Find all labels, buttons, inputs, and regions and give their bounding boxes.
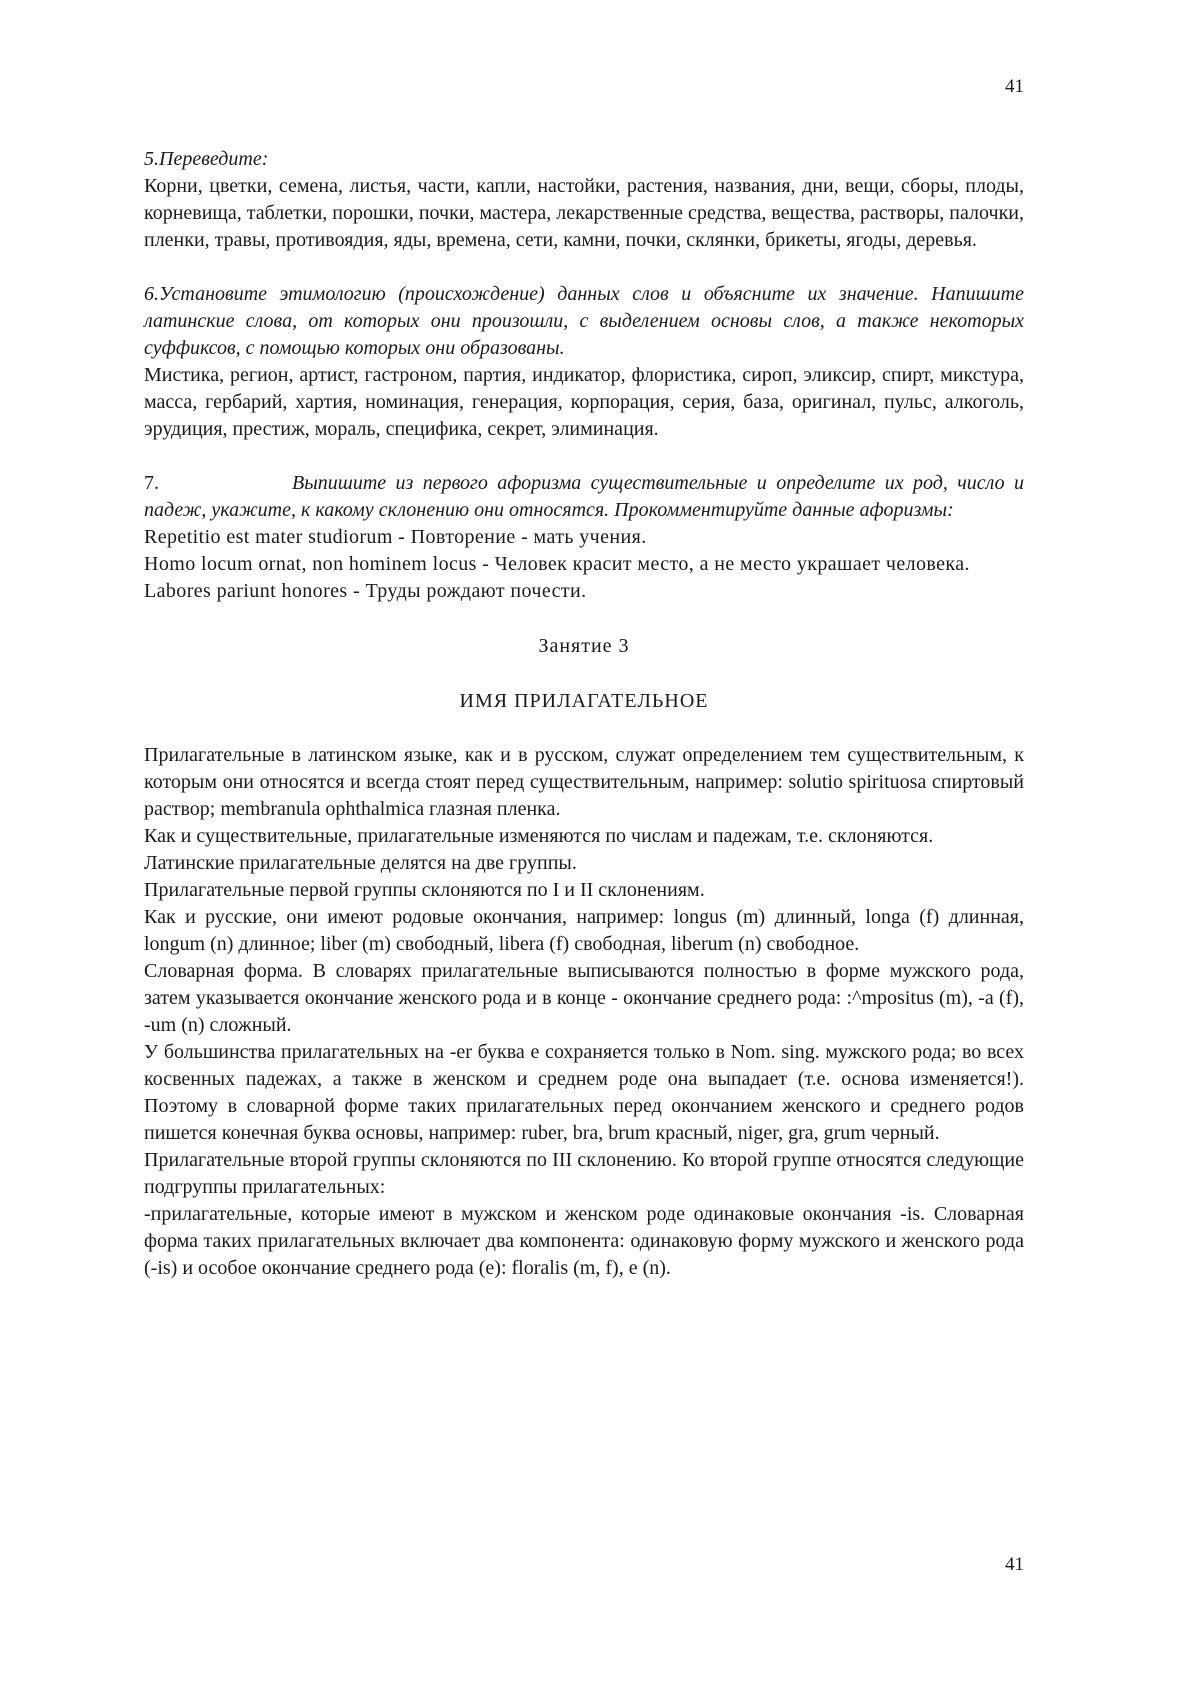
paragraph-9: -прилагательные, которые имеют в мужском и женском роде одинаковые окончания -is. Словарная форма таких прилагательных включает два компонента: одинаковую форму мужского и женского рода (-is) и особое окончание среднего рода (е): floralis (m, f), e (n). [144, 1203, 1024, 1279]
paragraph-7: У большинства прилагательных на -er буква е сохраняется только в Nom. sing. мужского рода; во всех косвенных падежах, а также в женском и среднем роде она выпадает (т.е. основа изменяется!). Поэтому в словарной форме таких прилагательных перед окончанием женского и среднего родов пишется конечная буква основы, например: ruber, bra, brum красный, niger, gra, grum черный. [144, 1041, 1024, 1144]
exercise-6-title: 6.Установите этимологию (происхождение) данных слов и объясните их значение. Напишите латинские слова, от которых они произошли, с выделением основы слов, а также некоторых суффиксов, с помощью которых они образованы. [144, 283, 1024, 359]
section-title: ИМЯ ПРИЛАГАТЕЛЬНОЕ [459, 690, 709, 712]
exercise-5-title: 5.Переведите: [144, 148, 269, 170]
paragraph-6: Словарная форма. В словарях прилагательные выписываются полностью в форме мужского рода, затем указывается окончание женского рода и в конце - окончание среднего рода: :^mpositus (m), -a (f), -um (n) сложный. [144, 960, 1024, 1036]
exercise-5-text: Корни, цветки, семена, листья, части, капли, настойки, растения, названия, дни, вещи, сборы, плоды, корневища, таблетки, порошки, почки, мастера, лекарственные средства, вещества, растворы, палочки, пленки, травы, противоядия, яды, времена, сети, камни, почки, склянки, брикеты, ягоды, деревья. [144, 175, 1024, 251]
aphorism-3: Labores pariunt honores - Труды рождают почести. [144, 580, 587, 602]
paragraph-5: Как и русские, они имеют родовые окончания, например: longus (m) длинный, longa (f) длинная, longum (n) длинное; liber (m) свободный, libera (f) свободная, liberum (n) свободное. [144, 906, 1024, 955]
exercise-6-text: Мистика, регион, артист, гастроном, партия, индикатор, флористика, сироп, эликсир, спирт, микстура, масса, гербарий, хартия, номинация, генерация, корпорация, серия, база, оригинал, пульс, алкоголь, эрудиция, престиж, мораль, специфика, секрет, элиминация. [144, 364, 1024, 440]
paragraph-8: Прилагательные второй группы склоняются по III склонению. Ко второй группе относятся следующие подгруппы прилагательных: [144, 1149, 1024, 1198]
paragraph-3: Латинские прилагательные делятся на две группы. [144, 852, 577, 874]
lesson-title: Занятие 3 [538, 635, 630, 657]
page-content [144, 146, 1024, 1282]
aphorism-1: Repetitio est mater studiorum - Повторение - мать учения. [144, 526, 647, 548]
page-number-top: 41 [1005, 76, 1024, 97]
page-number-bottom: 41 [1005, 1554, 1024, 1575]
paragraph-4: Прилагательные первой группы склоняются по I и II склонениям. [144, 879, 705, 901]
exercise-7-number: 7. [144, 472, 159, 494]
paragraph-1: Прилагательные в латинском языке, как и в русском, служат определением тем существительным, к которым они относятся и всегда стоят перед существительным, например: solutio spirituosa спиртовый раствор; membranula ophthalmica глазная пленка. [144, 744, 1024, 820]
aphorism-2: Homo locum ornat, non hominem locus - Человек красит место, а не место украшает человека. [144, 553, 970, 575]
paragraph-2: Как и существительные, прилагательные изменяются по числам и падежам, т.е. склоняются. [144, 825, 934, 847]
exercise-7-title-text: Выпишите из первого афоризма существительные и определите их род, число и падеж, укажите, к какому склонению они относятся. Прокомментируйте данные афоризмы: [144, 472, 1024, 521]
exercise-7-title [144, 470, 1024, 524]
